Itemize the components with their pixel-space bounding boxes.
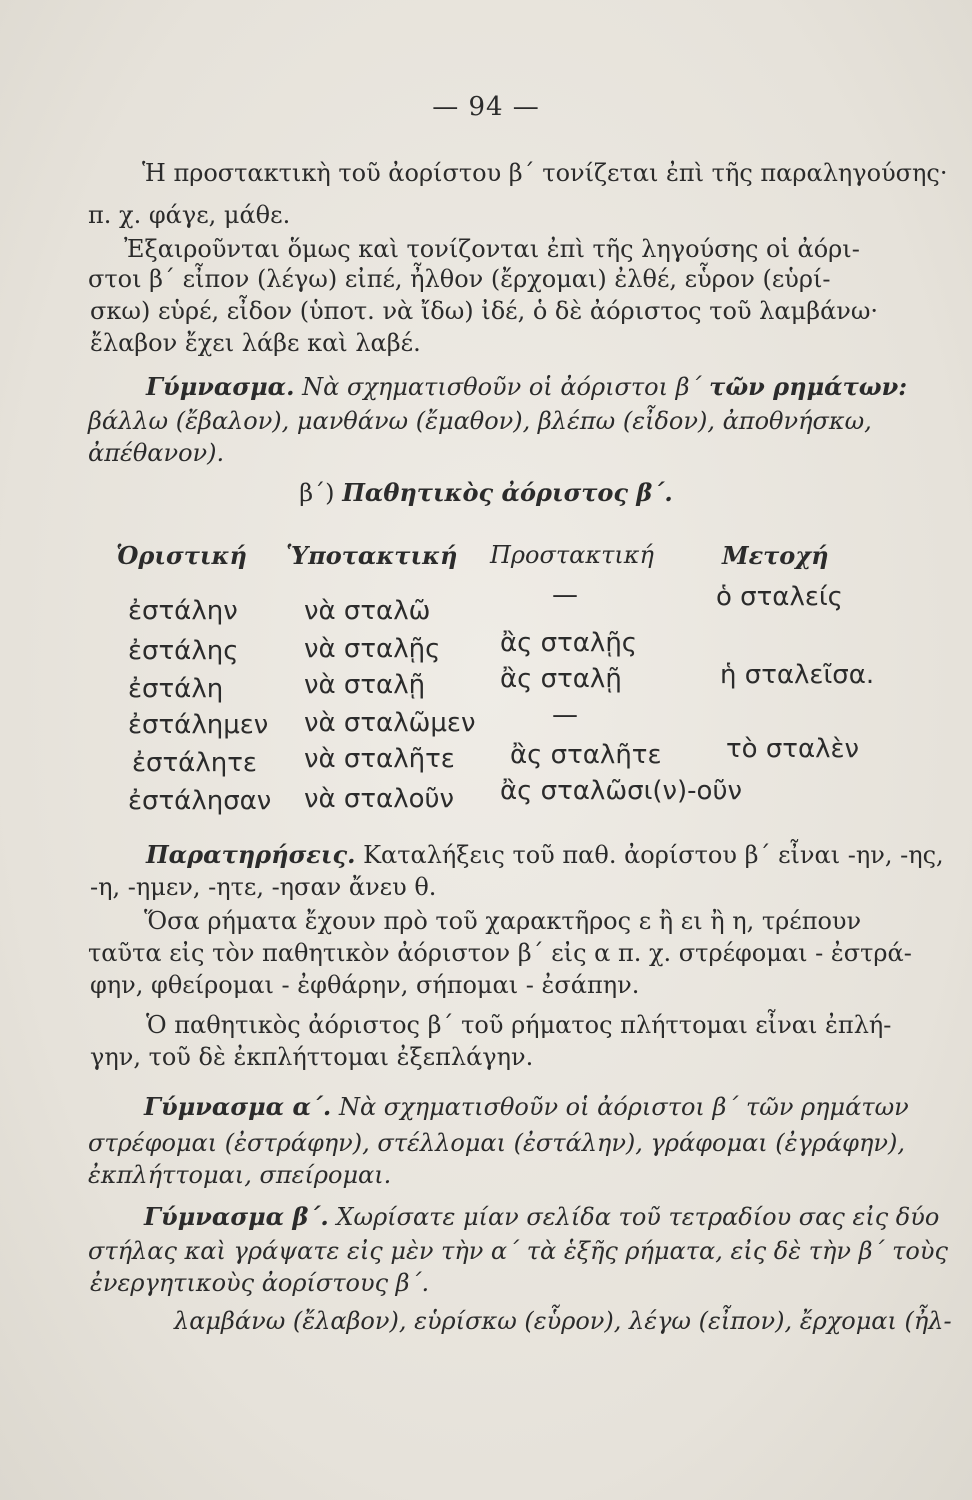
intro-line-6: ἔλαβον ἔχει λάβε καὶ λαβέ. xyxy=(90,329,421,357)
exercise-b-line-1 xyxy=(144,1202,944,1232)
exercise-line-1 xyxy=(146,372,946,402)
remarks-line-1 xyxy=(146,840,946,870)
table-cell: ἐστάλησαν xyxy=(128,786,272,816)
exercise-a-line-1 xyxy=(144,1092,944,1122)
remarks-line-2: -η, -ημεν, -ητε, -ησαν ἄνευ θ. xyxy=(90,873,437,901)
intro-line-4: στοι β΄ εἶπον (λέγω) εἰπέ, ἦλθον (ἔρχομαι) ἐλθέ, εὗρον (εὑρί- xyxy=(88,265,831,293)
col-header-ypotaktiki: Ὑποτακτική xyxy=(286,541,458,570)
table-cell: νὰ σταλῇς xyxy=(304,634,441,664)
intro-line-1: Ἡ προστακτικὴ τοῦ ἀορίστου β΄ τονίζεται ἐπὶ τῆς παραληγούσης· xyxy=(142,159,948,187)
table-cell: ἂς σταλῇ xyxy=(500,664,622,694)
table-cell: ἂς σταλῆτε xyxy=(510,740,662,770)
page-number: — 94 — xyxy=(432,92,540,122)
remarks-line-7: γην, τοῦ δὲ ἐκπλήττομαι ἐξεπλάγην. xyxy=(90,1043,534,1071)
exercise-a-label: Γύμνασμα α΄. xyxy=(144,1092,332,1121)
exercise-bold-text: τῶν ρημάτων: xyxy=(709,372,908,401)
table-cell: νὰ σταλῇ xyxy=(304,670,426,700)
table-cell: — xyxy=(552,700,578,730)
intro-line-5: σκω) εὑρέ, εἶδον (ὑποτ. νὰ ἴδω) ἰδέ, ὁ δὲ ἀόριστος τοῦ λαμβάνω· xyxy=(90,297,879,325)
heading-title: Παθητικὸς ἀόριστος β΄. xyxy=(342,478,673,507)
intro-line-3: Ἐξαιροῦνται ὅμως καὶ τονίζονται ἐπὶ τῆς ληγούσης οἱ ἀόρι- xyxy=(124,235,860,263)
exercise-b-line-2: στήλας καὶ γράψατε εἰς μὲν τὴν α΄ τὰ ἑξῆς ρήματα, εἰς δὲ τὴν β΄ τοὺς xyxy=(88,1237,948,1265)
exercise-b-label: Γύμνασμα β΄. xyxy=(144,1202,329,1231)
remarks-line-6: Ὁ παθητικὸς ἀόριστος β΄ τοῦ ρήματος πλήττομαι εἶναι ἐπλή- xyxy=(146,1011,892,1039)
table-cell: νὰ σταλῆτε xyxy=(304,744,455,774)
table-cell: τὸ σταλὲν xyxy=(726,734,860,764)
remarks-line-4: ταῦτα εἰς τὸν παθητικὸν ἀόριστον β΄ εἰς α π. χ. στρέφομαι - ἐστρά- xyxy=(88,939,912,967)
exercise-label: Γύμνασμα. xyxy=(146,372,295,401)
intro-line-2: π. χ. φάγε, μάθε. xyxy=(88,201,291,229)
exercise-text: Νὰ σχηματισθοῦν οἱ ἀόριστοι β΄ xyxy=(302,373,702,401)
table-cell: ἐστάλημεν xyxy=(128,710,269,740)
table-cell: ἂς σταλῶσι(ν)-οῦν xyxy=(500,776,743,806)
remarks-label: Παρατηρήσεις. xyxy=(146,840,356,869)
table-cell: ἐστάλην xyxy=(128,596,238,626)
exercise-b-line-3: ἐνεργητικοὺς ἀορίστους β΄. xyxy=(90,1269,430,1297)
section-heading xyxy=(0,478,972,507)
exercise-line-3: ἀπέθανον). xyxy=(88,439,225,467)
col-header-prostaktiki: Προστακτική xyxy=(490,541,654,569)
remarks-line-3: Ὅσα ρήματα ἔχουν πρὸ τοῦ χαρακτῆρος ε ἢ ει ἢ η, τρέπουν xyxy=(144,907,862,935)
heading-prefix: β΄) xyxy=(299,479,335,507)
table-cell: ἐστάλης xyxy=(128,636,239,666)
exercise-a-text: Νὰ σχηματισθοῦν οἱ ἀόριστοι β΄ τῶν ρημάτων xyxy=(338,1093,909,1121)
table-cell: νὰ σταλῶ xyxy=(304,596,431,626)
table-cell: ἂς σταλῇς xyxy=(500,628,638,658)
exercise-a-line-3: ἐκπλήττομαι, σπείρομαι. xyxy=(88,1161,392,1189)
table-cell: ἡ σταλεῖσα. xyxy=(720,660,875,690)
exercise-b-text: Χωρίσατε μίαν σελίδα τοῦ τετραδίου σας εἰς δύο xyxy=(336,1203,940,1231)
exercise-a-line-2: στρέφομαι (ἐστράφην), στέλλομαι (ἐστάλην), γράφομαι (ἐγράφην), xyxy=(88,1129,905,1157)
col-header-oristiki: Ὁριστική xyxy=(116,541,247,570)
table-cell: νὰ σταλῶμεν xyxy=(304,708,476,738)
table-cell: νὰ σταλοῦν xyxy=(304,784,455,814)
remarks-text: Καταλήξεις τοῦ παθ. ἀορίστου β΄ εἶναι -ην, -ης, xyxy=(363,841,944,869)
table-cell: ἐστάλη xyxy=(128,674,224,704)
exercise-b-line-4: λαμβάνω (ἔλαβον), εὑρίσκω (εὗρον), λέγω (εἶπον), ἔρχομαι (ἦλ- xyxy=(174,1307,952,1335)
col-header-metochi: Μετοχή xyxy=(722,541,829,570)
remarks-line-5: φην, φθείρομαι - ἐφθάρην, σήπομαι - ἐσάπην. xyxy=(90,971,640,999)
table-cell: ἐστάλητε xyxy=(132,748,257,778)
table-cell: ὁ σταλείς xyxy=(716,582,843,612)
table-cell: — xyxy=(552,580,578,610)
exercise-line-2: βάλλω (ἔβαλον), μανθάνω (ἔμαθον), βλέπω (εἶδον), ἀποθνήσκω, xyxy=(88,407,872,435)
